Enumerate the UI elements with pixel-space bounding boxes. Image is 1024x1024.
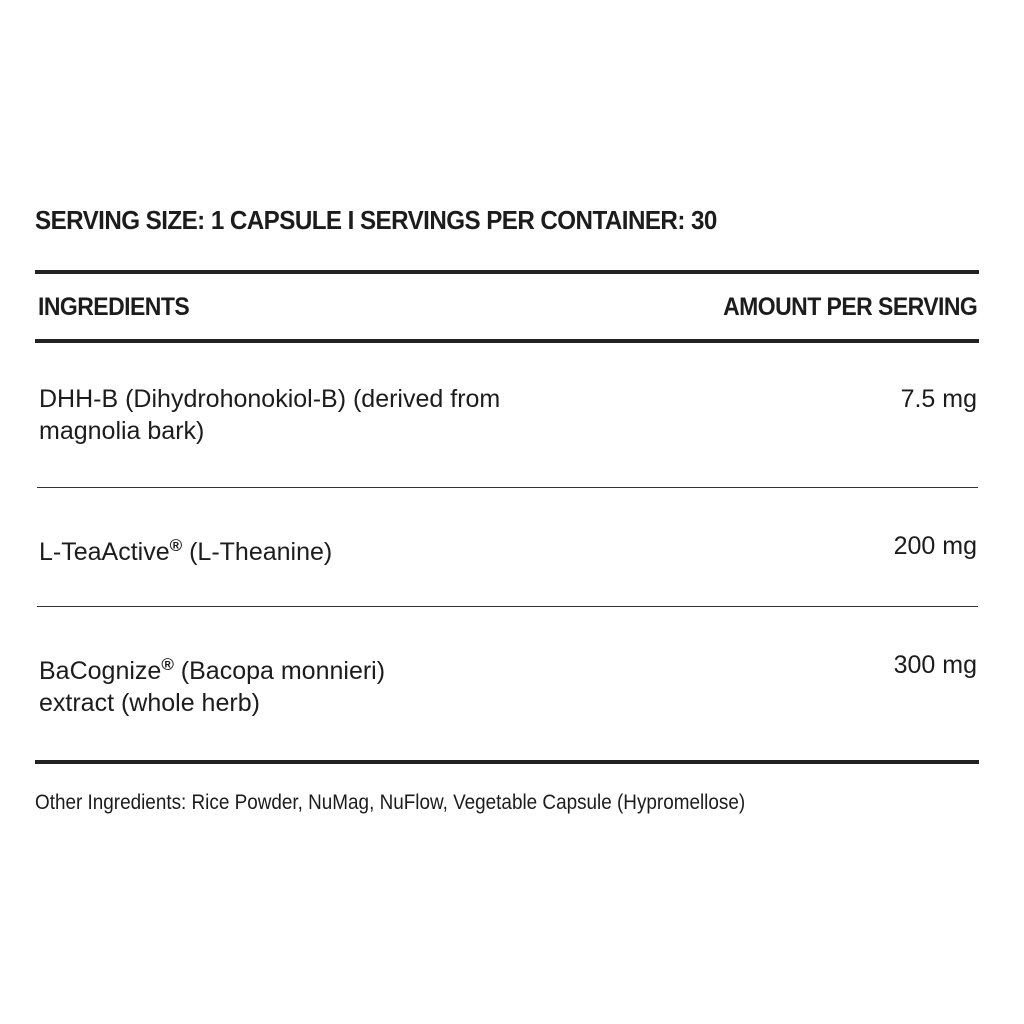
divider-header: [35, 339, 979, 343]
ingredient-detail: (Bacopa monnieri) extract (whole herb): [39, 657, 386, 717]
column-header-amount: AMOUNT PER SERVING: [722, 293, 977, 321]
divider-bottom: [35, 760, 979, 764]
divider-top: [35, 270, 979, 274]
column-header-ingredients: INGREDIENTS: [38, 293, 190, 321]
ingredient-brand: BaCognize: [39, 657, 162, 685]
ingredient-amount: 7.5 mg: [900, 385, 977, 413]
registered-mark: ®: [169, 536, 183, 555]
ingredient-amount: 200 mg: [893, 532, 977, 560]
ingredient-name: [39, 530, 519, 568]
row-divider: [37, 606, 978, 607]
ingredient-brand: L-TeaActive: [39, 538, 170, 566]
ingredient-amount: 300 mg: [893, 651, 977, 679]
registered-mark: ®: [161, 655, 174, 674]
other-ingredients: Other Ingredients: Rice Powder, NuMag, NuFlow, Vegetable Capsule (Hypromellose): [35, 791, 746, 814]
ingredient-name: DHH-B (Dihydrohonokiol-B) (derived from magnolia bark): [39, 385, 501, 445]
ingredient-detail: (L-Theanine): [182, 538, 333, 566]
ingredient-name: [39, 649, 459, 719]
serving-info: SERVING SIZE: 1 CAPSULE I SERVINGS PER CONTAINER: 30: [35, 205, 717, 235]
row-divider: [37, 487, 978, 488]
